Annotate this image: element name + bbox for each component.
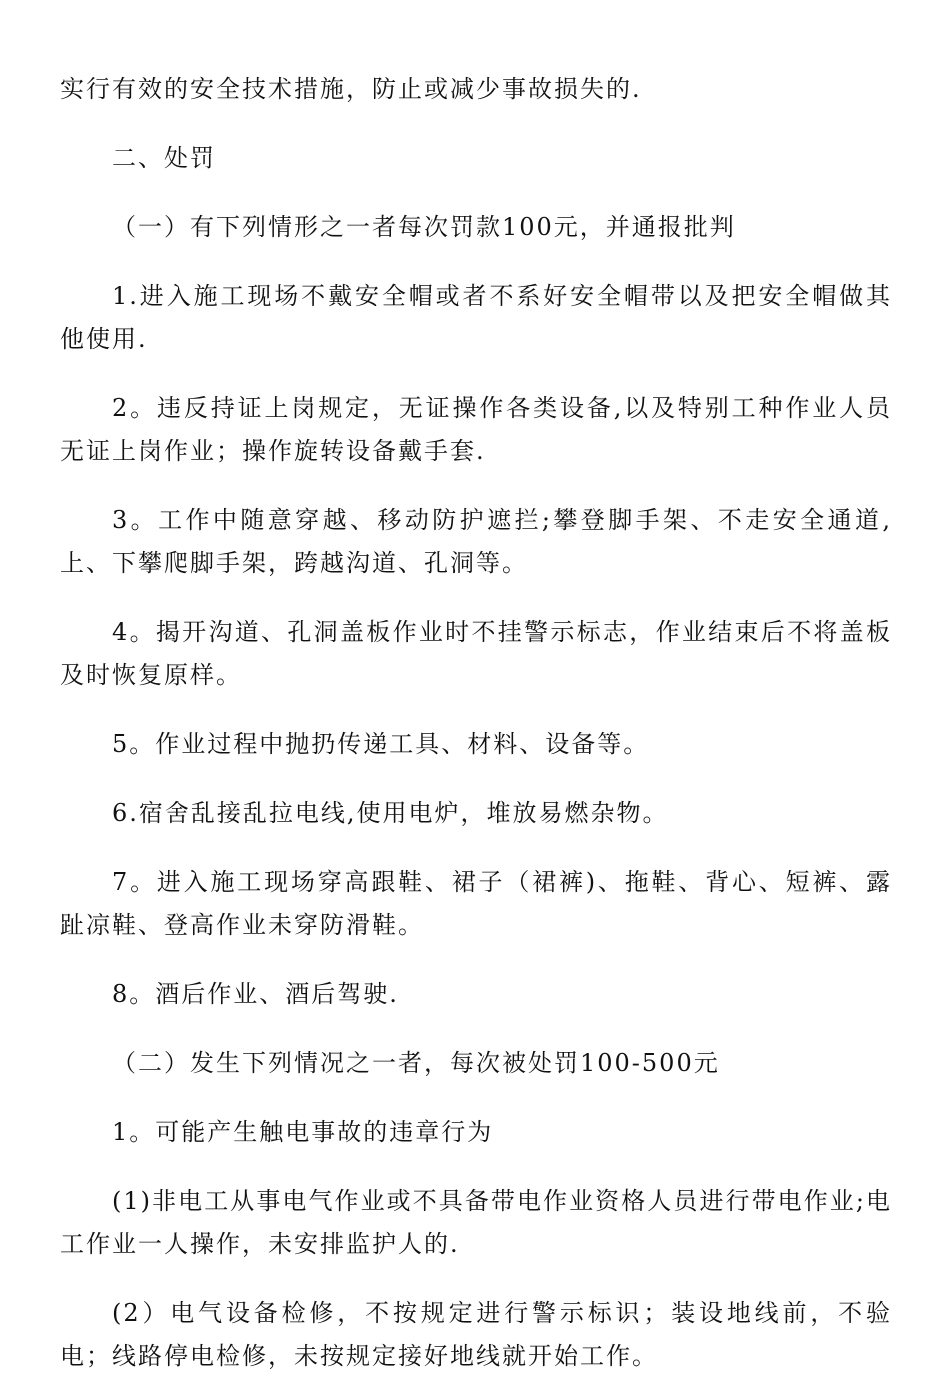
section-heading-penalties: 二、处罚 bbox=[112, 144, 216, 172]
list-item-electric-heading: 1。可能产生触电事故的违章行为 bbox=[112, 1118, 494, 1146]
list-item-4: 4。揭开沟道、孔洞盖板作业时不挂警示标志，作业结束后不将盖板及时恢复原样。 bbox=[60, 618, 892, 689]
list-item-7: 7。进入施工现场穿高跟鞋、裙子（裙裤)、拖鞋、背心、短裤、露趾凉鞋、登高作业未穿防滑鞋。 bbox=[60, 868, 892, 939]
list-item-8: 8。酒后作业、酒后驾驶. bbox=[112, 980, 399, 1008]
list-item-1: 1.进入施工现场不戴安全帽或者不系好安全帽带以及把安全帽做其他使用. bbox=[60, 282, 892, 353]
paragraph-continuation: 实行有效的安全技术措施，防止或减少事故损失的. bbox=[60, 75, 642, 103]
subsection-heading-2: （二）发生下列情况之一者，每次被处罚100-500元 bbox=[112, 1049, 720, 1077]
subsection-heading-1: （一）有下列情形之一者每次罚款100元，并通报批判 bbox=[112, 213, 736, 241]
list-item-2: 2。违反持证上岗规定，无证操作各类设备,以及特别工种作业人员无证上岗作业；操作旋转设备戴手套. bbox=[60, 394, 892, 465]
list-item-3: 3。工作中随意穿越、移动防护遮拦;攀登脚手架、不走安全通道,上、下攀爬脚手架，跨越沟道、孔洞等。 bbox=[60, 506, 892, 577]
list-subitem-1: (1)非电工从事电气作业或不具备带电作业资格人员进行带电作业;电工作业一人操作，未安排监护人的. bbox=[60, 1187, 892, 1258]
list-item-6: 6.宿舍乱接乱拉电线,使用电炉，堆放易燃杂物。 bbox=[112, 799, 669, 827]
list-item-5: 5。作业过程中抛扔传递工具、材料、设备等。 bbox=[112, 730, 650, 758]
list-subitem-2: (2）电气设备检修，不按规定进行警示标识；装设地线前，不验电；线路停电检修，未按规定接好地线就开始工作。 bbox=[60, 1299, 892, 1370]
